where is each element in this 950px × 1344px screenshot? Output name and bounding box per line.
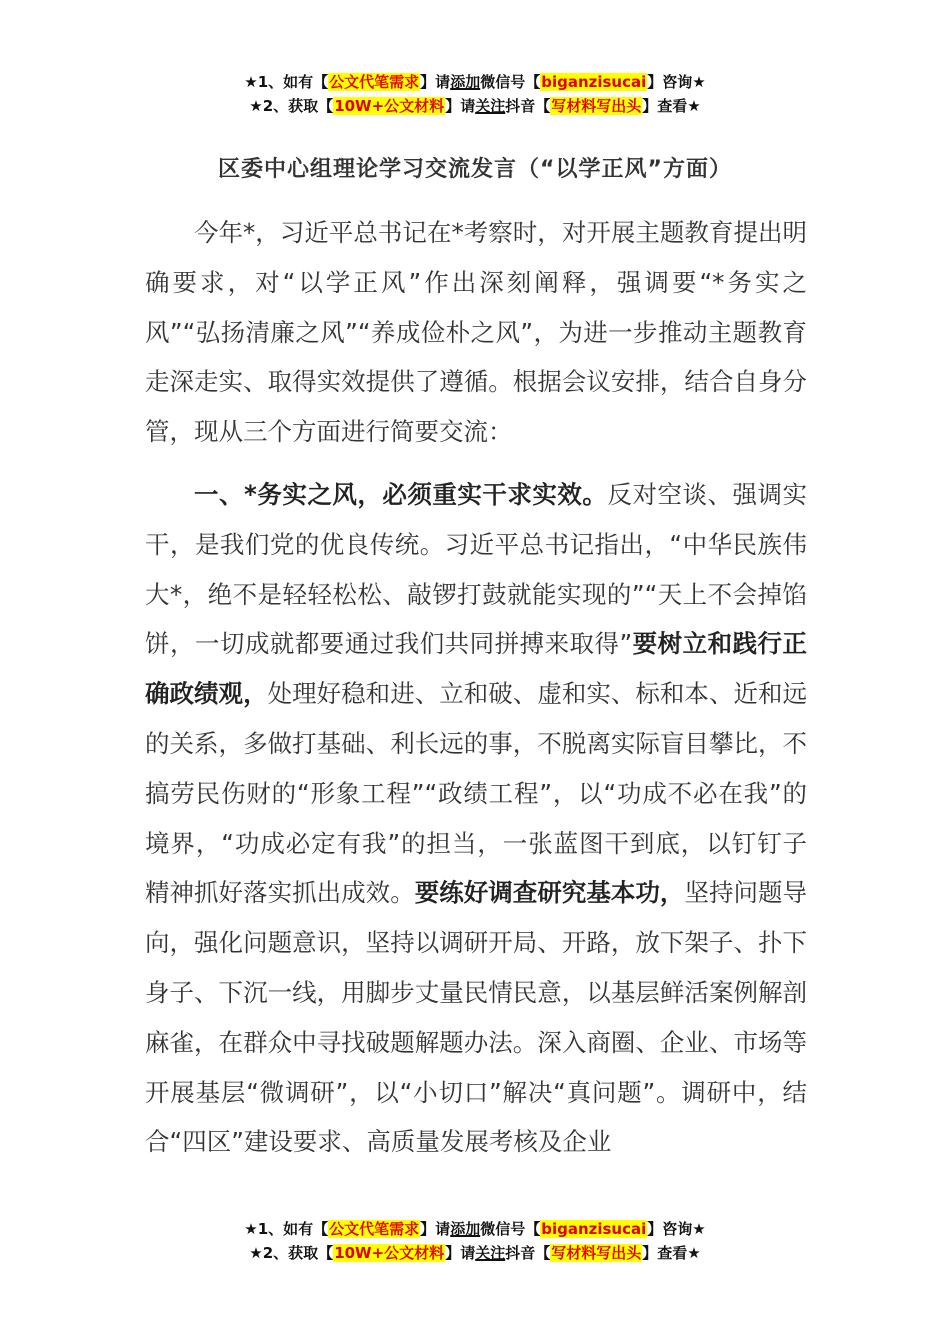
- bold-point: 要树立和践行正确政绩观，: [145, 629, 807, 709]
- paragraph-text: 今年*，习近平总书记在*考察时，对开展主题教育提出明确要求，对“以学正风”作出深刻阐释，强调要“*务实之风”“弘扬清廉之风”“养成俭朴之风”，为进一步推动主题教育走深走实、取得实效提供了遵循。根据会议安排，结合自身分管，现从三个方面进行简要交流：: [145, 218, 807, 447]
- bold-point: 要练好调查研究基本功，: [414, 878, 685, 908]
- paragraph-text: 坚持问题导向，强化问题意识，坚持以调研开局、开路，放下架子、扑下身子、下沉一线，用脚步丈量民情民意，以基层鲜活案例解剖麻雀，在群众中寻找破题解题办法。深入商圈、企业、市场等开展基层“微调研”，以“小切口”解决“真问题”。调研中，结合“四区”建设要求、高质量发展考核及企业: [145, 878, 808, 1157]
- banner-text: ★1、如有【: [244, 1220, 329, 1238]
- page-title: 区委中心组理论学习交流发言（“以学正风”方面）: [218, 157, 732, 182]
- highlight-text: biganzisucai: [541, 73, 647, 91]
- highlight-text: 10W+公文材料: [334, 97, 445, 115]
- banner-text: 抖音【: [505, 1244, 551, 1262]
- banner-line-1: [0, 1217, 950, 1241]
- banner-text: 】请: [420, 73, 451, 91]
- underlined-text: 关注: [475, 1244, 506, 1262]
- banner-text: 】请: [445, 1244, 476, 1262]
- banner-text: ★2、获取【: [249, 1244, 334, 1262]
- banner-line-1: [0, 70, 950, 94]
- paragraph-text: 反对空谈、强调实干，是我们党的优良传统。习近平总书记指出，“中华民族伟大*，绝不是轻轻松松、敲锣打鼓就能实现的”“天上不会掉馅饼，一切成就都要通过我们共同拼搏来取得”: [145, 480, 808, 659]
- bottom-banner: [0, 1217, 950, 1265]
- banner-text: 】咨询★: [647, 73, 706, 91]
- intro-paragraph: [145, 208, 807, 457]
- section-1: [145, 470, 807, 1167]
- banner-line-2: [0, 1241, 950, 1265]
- banner-text: 】请: [445, 97, 476, 115]
- banner-text: 微信号【: [480, 73, 541, 91]
- banner-text: 抖音【: [505, 97, 551, 115]
- banner-text: 】咨询★: [647, 1220, 706, 1238]
- top-banner: [0, 70, 950, 118]
- underlined-text: 关注: [475, 97, 506, 115]
- highlight-text: 10W+公文材料: [334, 1244, 445, 1262]
- highlight-text: 写材料写出头: [551, 97, 642, 115]
- banner-text: ★1、如有【: [244, 73, 329, 91]
- banner-text: 】查看★: [642, 1244, 701, 1262]
- section-1-paragraph: [145, 470, 807, 1167]
- underlined-text: 添加: [450, 1220, 481, 1238]
- highlight-text: 写材料写出头: [551, 1244, 642, 1262]
- banner-line-2: [0, 94, 950, 118]
- banner-text: 】查看★: [642, 97, 701, 115]
- section-heading: 一、*务实之风，必须重实干求实效。: [194, 480, 608, 509]
- banner-text: 】请: [420, 1220, 451, 1238]
- highlight-text: 公文代笔需求: [329, 73, 420, 91]
- paragraph-text: 处理好稳和进、立和破、虚和实、标和本、近和远的关系，多做打基础、利长远的事，不脱离实际盲目攀比，不搞劳民伤财的“形象工程”“政绩工程”，以“功成不必在我”的境界，“功成必定有我”的担当，一张蓝图干到底，以钉钉子精神抓好落实抓出成效。: [145, 679, 808, 908]
- underlined-text: 添加: [450, 73, 481, 91]
- banner-text: 微信号【: [480, 1220, 541, 1238]
- highlight-text: 公文代笔需求: [329, 1220, 420, 1238]
- banner-text: ★2、获取【: [249, 97, 334, 115]
- highlight-text: biganzisucai: [541, 1220, 647, 1238]
